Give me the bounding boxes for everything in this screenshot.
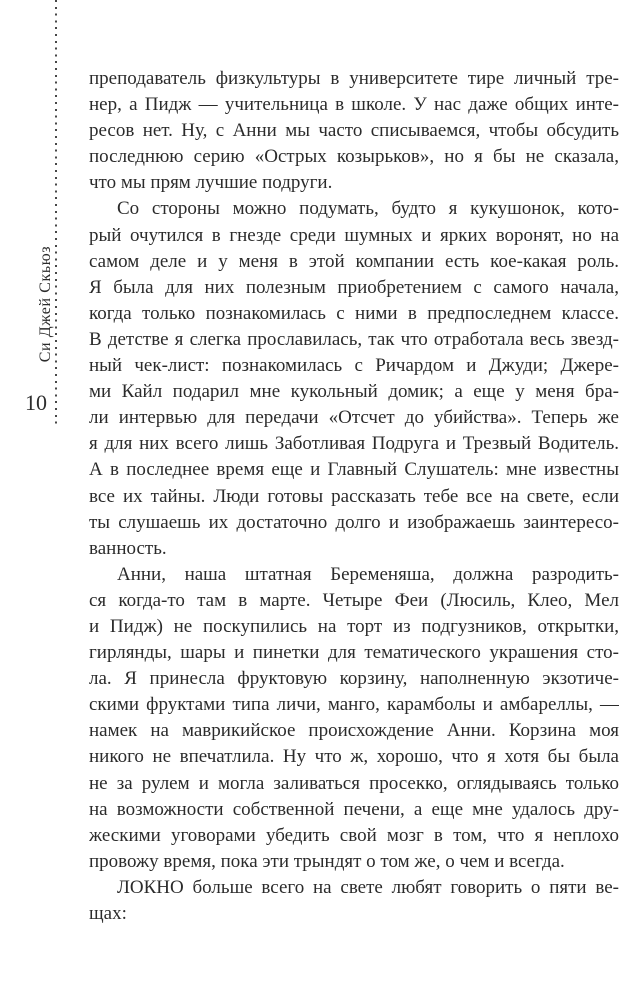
text-line: намек на маврикийское происхождение Анни. Корзина моя — [89, 720, 619, 742]
text-line: ЛОКНО больше всего на свете любят говорить о пяти ве- — [117, 876, 619, 898]
text-line: все их тайны. Люди готовы рассказать тебе все на свете, если — [89, 485, 619, 507]
paragraph — [89, 875, 619, 927]
text-line: ты слушаешь их достаточно долго и изображаешь заинтересо- — [89, 511, 619, 533]
margin-dotted-rule — [55, 0, 57, 424]
author-name-vertical: Си Джей Скьюз — [37, 245, 54, 363]
text-line: щах: — [89, 903, 127, 924]
text-line: Со стороны можно подумать, будто я кукушонок, кото- — [117, 198, 619, 220]
text-line: ся когда-то там в марте. Четыре Феи (Люсиль, Клео, Мел — [89, 589, 619, 611]
text-line: Анни, наша штатная Беременяша, должна разродить- — [117, 563, 619, 585]
text-line: ли интервью для передачи «Отсчет до убийства». Теперь же — [89, 407, 619, 429]
text-line: провожу время, пока эти трындят о том же, о чем и всегда. — [89, 850, 565, 872]
text-line: ла. Я принесла фруктовую корзину, наполненную экзотиче- — [89, 668, 619, 690]
text-line: гирлянды, шары и пинетки для тематического украшения сто- — [89, 642, 619, 664]
text-line: когда только познакомилась с ними в предпоследнем классе. — [89, 302, 619, 324]
text-line: нер, а Пидж — учительница в школе. У нас даже общих инте- — [89, 94, 619, 116]
paragraph — [89, 66, 619, 196]
text-line: ный чек-лист: познакомилась с Ричардом и Джуди; Джере- — [89, 355, 619, 377]
text-line: А в последнее время еще и Главный Слушатель: мне известны — [89, 459, 619, 481]
text-line: ми Кайл подарил мне кукольный домик; а еще у меня бра- — [89, 381, 619, 403]
text-line: скими фруктами типа личи, манго, карамболы и амбареллы, — — [89, 694, 619, 716]
paragraph — [89, 562, 619, 875]
text-line: что мы прям лучшие подруги. — [89, 172, 333, 194]
text-line: самом деле и у меня в этой компании есть кое-какая роль. — [89, 250, 619, 272]
page-number: 10 — [25, 390, 47, 415]
text-line: последнюю серию «Острых козырьков», но я бы не сказала, — [89, 146, 619, 168]
text-line: рый очутился в гнезде среди шумных и ярких воронят, но на — [89, 224, 619, 246]
text-line: ванность. — [89, 537, 167, 559]
text-line: я для них всего лишь Заботливая Подруга и Трезвый Водитель. — [89, 433, 619, 455]
text-line: жескими уговорами убедить свой мозг в том, что я неплохо — [89, 824, 619, 846]
paragraph — [89, 196, 619, 561]
text-line: преподаватель физкультуры в университете тире личный тре- — [89, 68, 619, 89]
text-line: и Пидж) не поскупились на торт из подгузников, открытки, — [89, 615, 619, 637]
text-line: ресов нет. Ну, с Анни мы часто списываемся, чтобы обсудить — [89, 120, 619, 142]
text-line: не за рулем и могла заливаться просекко, оглядываясь только — [89, 772, 619, 794]
body-text — [89, 66, 619, 927]
text-line: В детстве я слегка прославилась, так что отработала весь звезд- — [89, 328, 619, 350]
text-line: на возможности собственной печени, а еще мне удалось дру- — [89, 798, 619, 820]
text-line: никого не впечатлила. Ну что ж, хорошо, что я хотя бы была — [89, 746, 619, 768]
text-line: Я была для них полезным приобретением с самого начала, — [89, 276, 619, 298]
